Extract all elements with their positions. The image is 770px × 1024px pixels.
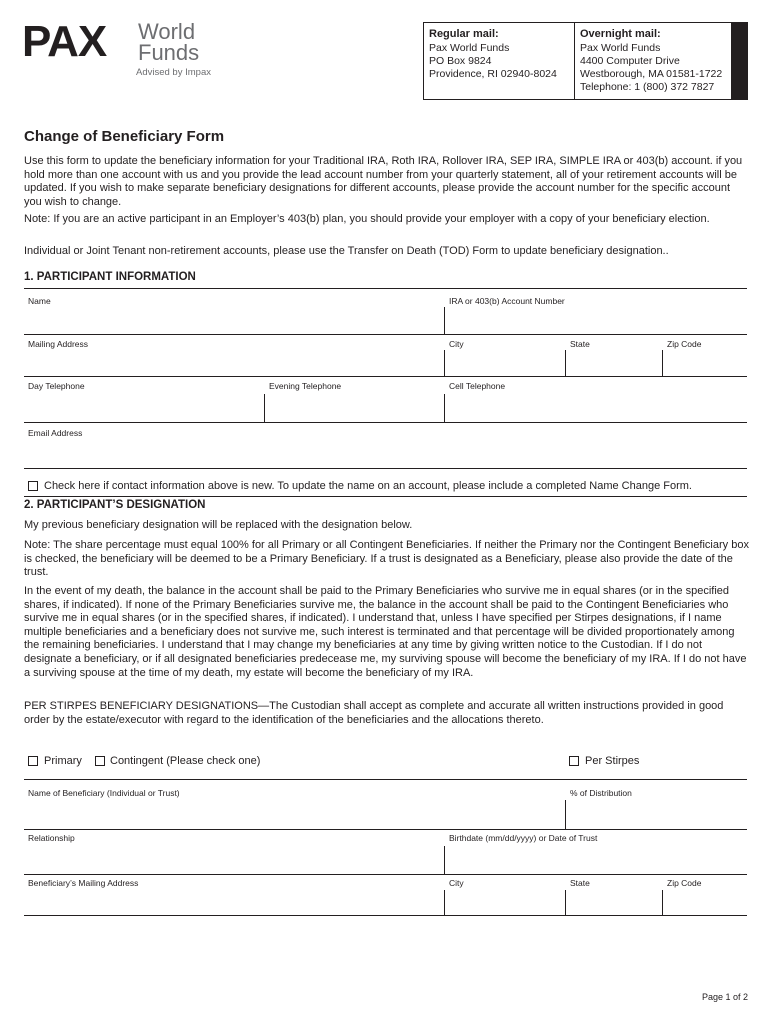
divider — [565, 800, 566, 829]
row-rule — [24, 468, 747, 469]
cell-telephone-label: Cell Telephone — [449, 381, 506, 391]
distribution-percent-label: % of Distribution — [570, 788, 632, 798]
evening-telephone-label: Evening Telephone — [269, 381, 342, 391]
row-rule — [24, 915, 747, 916]
contingent-checkbox[interactable] — [95, 756, 105, 766]
row-rule — [24, 874, 747, 875]
beneficiary-address-label: Beneficiary’s Mailing Address — [28, 878, 139, 888]
designation-note: Note: The share percentage must equal 100% for all Primary or all Contingent Beneficiaries. If neither the Primary nor the Contingent Beneficiary box is checked, the beneficiary will be deemed to be a Primary Beneficiary. If a trust is designated as a Beneficiary, please also provide the date of the trust. — [24, 539, 749, 579]
divider — [662, 350, 663, 376]
row-rule — [24, 334, 747, 335]
regular-mail-line: PO Box 9824 — [429, 55, 492, 67]
intro-tod: Individual or Joint Tenant non-retirement accounts, please use the Transfer on Death (TOD) Form to update beneficiary designation.. — [24, 245, 669, 257]
contingent-checkbox-label: Contingent (Please check one) — [110, 755, 261, 767]
divider — [565, 890, 566, 915]
mailing-address-label: Mailing Address — [28, 339, 89, 349]
day-telephone-label: Day Telephone — [28, 381, 85, 391]
regular-mail-heading: Regular mail: — [429, 28, 499, 40]
city-label: City — [449, 339, 464, 349]
birthdate-label: Birthdate (mm/dd/yyyy) or Date of Trust — [449, 833, 598, 843]
overnight-mail-line: 4400 Computer Drive — [580, 55, 680, 67]
primary-checkbox-label: Primary — [44, 755, 82, 767]
per-stirpes-checkbox-label: Per Stirpes — [585, 755, 640, 767]
section1-heading: 1. PARTICIPANT INFORMATION — [24, 271, 196, 283]
logo-funds: Funds — [138, 40, 200, 65]
row-rule — [24, 376, 747, 377]
beneficiary-city-label: City — [449, 878, 464, 888]
name-label: Name — [28, 296, 51, 306]
beneficiary-zip-label: Zip Code — [667, 878, 702, 888]
row-rule — [24, 779, 747, 780]
divider — [444, 890, 445, 915]
designation-replace-text: My previous beneficiary designation will be replaced with the designation below. — [24, 519, 413, 531]
per-stirpes-terms: PER STIRPES BENEFICIARY DESIGNATIONS—The Custodian shall accept as complete and accurate all written instructions provided in good order by the estate/executor with regard to the identification of the beneficiaries and the allocations thereto. — [24, 700, 724, 726]
section1-rule — [24, 288, 747, 289]
overnight-mail-heading: Overnight mail: — [580, 28, 661, 40]
email-address-label: Email Address — [28, 428, 83, 438]
intro-paragraph: Use this form to update the beneficiary information for your Traditional IRA, Roth IRA, Rollover IRA, SEP IRA, SIMPLE IRA or 403(b) account. if you hold more than one account with us and you provide the lead account number from your quarterly statement, all of your retirement accounts will be updated. If you wish to make separate beneficiary designations for different accounts, please provide the account number for the specific account you wish to change. — [24, 155, 743, 208]
overnight-mail-line: Westborough, MA 01581-1722 — [580, 68, 723, 80]
intro-note: Note: If you are an active participant in an Employer’s 403(b) plan, you should provide your employer with a copy of your beneficiary election. — [24, 213, 710, 225]
new-contact-checkbox[interactable] — [28, 481, 38, 491]
beneficiary-state-label: State — [570, 878, 590, 888]
zip-code-label: Zip Code — [667, 339, 702, 349]
divider — [444, 846, 445, 874]
account-number-label: IRA or 403(b) Account Number — [449, 296, 565, 306]
overnight-mail-column — [575, 23, 725, 99]
divider — [565, 350, 566, 376]
overnight-mail-line: Telephone: 1 (800) 372 7827 — [580, 81, 715, 93]
regular-mail-line: Pax World Funds — [429, 42, 510, 54]
form-title: Change of Beneficiary Form — [24, 128, 225, 145]
row-rule — [24, 422, 747, 423]
mailing-info-box — [423, 22, 748, 100]
page-number: Page 1 of 2 — [701, 992, 748, 1002]
divider — [264, 394, 265, 422]
divider — [444, 394, 445, 422]
logo-tagline: Advised by Impax — [136, 67, 211, 78]
state-label: State — [570, 339, 590, 349]
row-rule — [24, 829, 747, 830]
section2-heading: 2. PARTICIPANT’S DESIGNATION — [24, 499, 206, 511]
regular-mail-column — [424, 23, 575, 99]
logo-brand: PAX — [22, 17, 107, 66]
new-contact-checkbox-label: Check here if contact information above is new. To update the name on an account, please include a completed Name Change Form. — [44, 480, 692, 492]
regular-mail-line: Providence, RI 02940-8024 — [429, 68, 557, 80]
divider — [662, 890, 663, 915]
section2-rule — [24, 496, 747, 497]
mail-box-bar — [731, 23, 747, 99]
divider — [444, 307, 445, 334]
designation-terms: In the event of my death, the balance in the account shall be paid to the Primary Beneficiaries who survive me in equal shares (or in the specified shares, if indicated). If none of the Primary Beneficiaries survive me, the balance in the account shall be paid to the Contingent Beneficiaries who survive me in equal shares (or in the specified shares, if indicated). I understand that, unless I have specified per Stirpes designations, if I name multiple beneficiaries and a beneficiary does not survive me, such interest is terminated and that percentage will be divided proportionately among the remaining beneficiaries. I understand that I may change my beneficiaries at any time by giving written notice to the Custodian. If I do not designate a beneficiary, or if all designated beneficiaries predecease me, my surviving spouse will become the beneficiary of my IRA. If I do not have a surviving spouse at the time of my death, my estate will become the beneficiary of my IRA. — [24, 585, 747, 679]
pax-world-funds-logo — [22, 17, 222, 82]
divider — [444, 350, 445, 376]
relationship-label: Relationship — [28, 833, 75, 843]
per-stirpes-checkbox[interactable] — [569, 756, 579, 766]
beneficiary-name-label: Name of Beneficiary (Individual or Trust) — [28, 788, 180, 798]
logo-world: World — [138, 19, 196, 44]
primary-checkbox[interactable] — [28, 756, 38, 766]
overnight-mail-line: Pax World Funds — [580, 42, 661, 54]
